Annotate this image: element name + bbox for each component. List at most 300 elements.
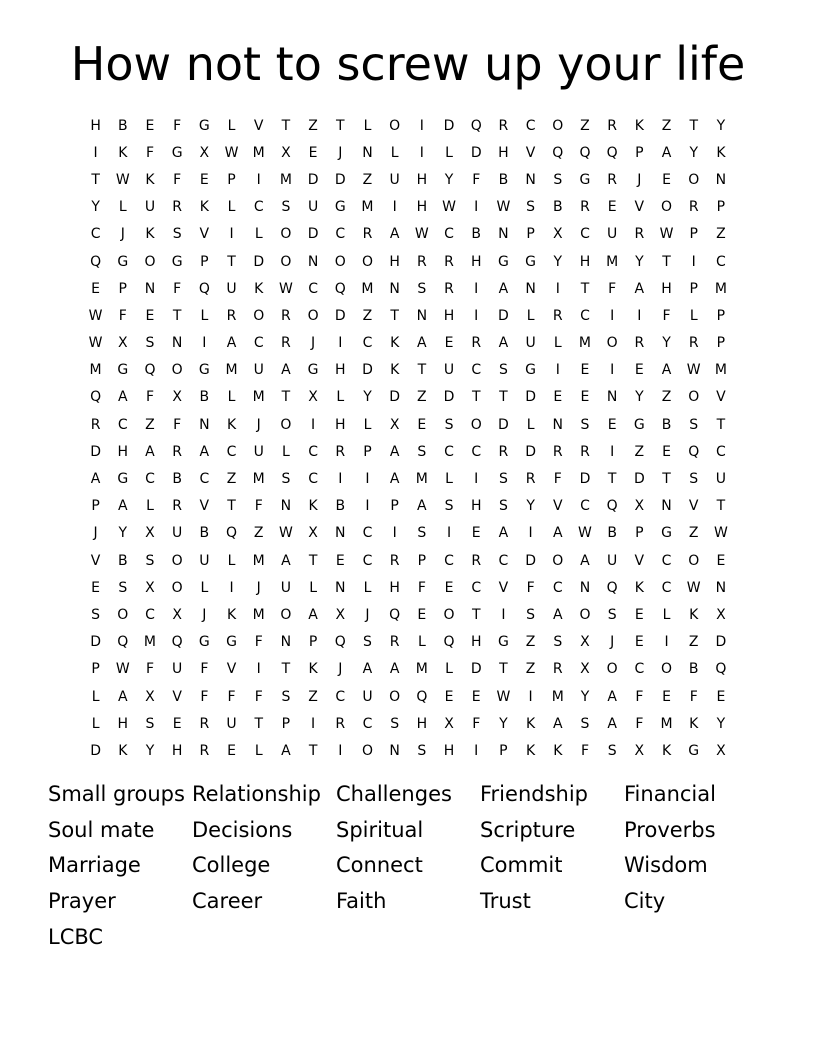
grid-letter: V (498, 579, 509, 596)
grid-letter: H (335, 416, 346, 433)
grid-letter: K (634, 117, 644, 134)
grid-letter: J (311, 335, 316, 352)
grid-letter: Q (688, 443, 700, 460)
grid-letter: E (471, 525, 481, 542)
grid-letter: M (252, 144, 265, 161)
grid-letter: R (552, 307, 563, 324)
grid-letter: C (308, 443, 318, 460)
grid-letter: E (172, 715, 182, 732)
grid-letter: S (281, 471, 291, 488)
grid-letter: U (172, 661, 183, 678)
grid-letter: M (361, 199, 374, 216)
grid-letter: H (416, 171, 428, 188)
grid-letter: M (361, 280, 374, 297)
grid-letter: O (144, 253, 156, 270)
grid-letter: U (253, 362, 264, 379)
grid-letter: T (227, 498, 236, 515)
grid-letter: L (227, 389, 236, 406)
grid-letter: Y (689, 144, 698, 161)
grid-letter: I (229, 226, 234, 243)
grid-row (82, 275, 735, 302)
grid-letter: I (474, 307, 479, 324)
grid-letter: I (392, 525, 397, 542)
grid-letter: L (200, 579, 209, 596)
grid-letter: D (525, 552, 536, 569)
grid-letter: H (389, 579, 400, 596)
grid-letter: E (662, 688, 671, 705)
grid-letter: I (474, 280, 479, 297)
grid-letter: O (443, 606, 455, 623)
grid-letter: S (526, 199, 536, 216)
grid-letter: M (660, 715, 673, 732)
grid-letter: C (335, 688, 346, 705)
grid-letter: E (444, 579, 454, 596)
grid-letter: Y (91, 199, 100, 216)
grid-letter: K (390, 335, 400, 352)
grid-letter: K (226, 606, 237, 623)
grid-letter: S (498, 362, 508, 379)
word-list-item: Trust (480, 888, 531, 913)
grid-letter: A (552, 715, 563, 732)
grid-letter: T (91, 171, 100, 188)
grid-letter: X (145, 579, 155, 596)
grid-letter: A (90, 471, 101, 488)
grid-letter: L (363, 416, 372, 433)
grid-letter: G (525, 362, 537, 379)
grid-letter: X (716, 606, 726, 623)
grid-letter: M (415, 471, 428, 488)
grid-letter: A (580, 552, 590, 569)
grid-letter: W (278, 525, 293, 542)
grid-letter: K (661, 742, 672, 759)
grid-letter: X (308, 389, 318, 406)
grid-letter: X (281, 144, 291, 161)
grid-letter: W (278, 280, 293, 297)
grid-letter: C (90, 226, 101, 243)
grid-letter: O (579, 606, 591, 623)
grid-letter: P (417, 552, 427, 569)
grid-letter: P (499, 742, 508, 759)
grid-letter: I (555, 362, 560, 379)
grid-letter: G (198, 117, 210, 134)
grid-letter: S (118, 579, 128, 596)
grid-letter: T (308, 552, 318, 569)
grid-letter: F (472, 715, 481, 732)
grid-letter: X (199, 144, 210, 161)
grid-letter: L (363, 117, 372, 134)
grid-letter: R (471, 552, 482, 569)
grid-letter: T (336, 117, 345, 134)
grid-letter: U (253, 443, 264, 460)
grid-letter: S (281, 199, 291, 216)
grid-letter: U (226, 280, 237, 297)
grid-letter: A (661, 144, 672, 161)
grid-letter: R (634, 226, 645, 243)
grid-letter: S (580, 715, 590, 732)
grid-letter: A (226, 335, 237, 352)
grid-letter: I (555, 280, 560, 297)
grid-letter: B (607, 525, 617, 542)
grid-letter: N (280, 634, 292, 651)
grid-row (82, 710, 735, 737)
grid-letter: O (688, 552, 700, 569)
grid-letter: T (172, 307, 182, 324)
grid-letter: R (90, 416, 101, 433)
grid-letter: X (634, 498, 645, 515)
grid-letter: I (501, 606, 506, 623)
grid-letter: P (91, 498, 100, 515)
grid-letter: E (607, 199, 617, 216)
grid-letter: F (145, 389, 154, 406)
grid-letter: G (497, 634, 509, 651)
grid-letter: R (498, 443, 509, 460)
grid-letter: K (308, 661, 318, 678)
grid-letter: W (713, 525, 728, 542)
grid-letter: A (498, 335, 509, 352)
grid-row (82, 357, 735, 384)
grid-letter: S (553, 171, 563, 188)
grid-letter: M (714, 280, 727, 297)
grid-row (82, 248, 735, 275)
grid-letter: Q (470, 117, 482, 134)
grid-row (82, 112, 735, 139)
grid-letter: I (365, 498, 370, 515)
grid-letter: A (498, 525, 509, 542)
grid-letter: F (145, 144, 154, 161)
grid-letter: A (281, 362, 291, 379)
grid-letter: B (199, 525, 210, 542)
grid-letter: Y (635, 389, 644, 406)
grid-letter: N (335, 579, 346, 596)
grid-letter: K (199, 199, 209, 216)
grid-letter: O (171, 552, 183, 569)
grid-letter: L (227, 552, 236, 569)
grid-letter: Q (552, 144, 564, 161)
grid-letter: N (552, 416, 564, 433)
grid-letter: X (444, 715, 454, 732)
word-list (48, 776, 788, 954)
grid-letter: V (90, 552, 101, 569)
grid-letter: G (661, 525, 672, 542)
grid-letter: C (580, 307, 590, 324)
grid-letter: F (145, 661, 154, 678)
grid-letter: I (474, 199, 479, 216)
grid-letter: T (499, 389, 508, 406)
grid-letter: F (689, 688, 698, 705)
grid-letter: H (470, 498, 482, 515)
grid-letter: D (443, 389, 455, 406)
grid-letter: X (634, 742, 645, 759)
grid-letter: G (579, 171, 591, 188)
grid-letter: R (498, 117, 509, 134)
grid-letter: N (307, 253, 319, 270)
grid-letter: K (118, 144, 128, 161)
grid-letter: Z (688, 634, 699, 651)
grid-letter: L (118, 199, 127, 216)
grid-letter: L (336, 389, 345, 406)
grid-letter: A (389, 661, 400, 678)
grid-letter: E (716, 552, 726, 569)
grid-letter: J (365, 606, 370, 623)
grid-letter: G (633, 416, 645, 433)
grid-letter: Y (526, 498, 535, 515)
grid-letter: Z (525, 661, 536, 678)
grid-letter: I (311, 416, 316, 433)
grid-letter: Z (226, 471, 237, 488)
grid-letter: E (444, 688, 454, 705)
grid-letter: H (661, 280, 672, 297)
grid-letter: H (470, 253, 482, 270)
grid-letter: I (256, 661, 261, 678)
grid-letter: D (579, 471, 591, 488)
grid-letter: K (254, 280, 264, 297)
grid-letter: W (224, 144, 239, 161)
grid-letter: B (471, 226, 482, 243)
grid-letter: E (580, 389, 590, 406)
grid-letter: K (526, 742, 536, 759)
grid-letter: S (145, 715, 155, 732)
grid-letter: N (579, 579, 591, 596)
grid-letter: Z (308, 688, 318, 705)
grid-letter: T (689, 117, 698, 134)
grid-letter: L (417, 634, 426, 651)
grid-letter: I (528, 525, 533, 542)
grid-letter: O (552, 552, 564, 569)
word-list-item: Connect (336, 853, 423, 878)
grid-letter: D (307, 171, 319, 188)
letter-grid (82, 112, 735, 765)
grid-letter: G (226, 634, 237, 651)
grid-letter: S (145, 335, 155, 352)
grid-letter: X (580, 634, 590, 651)
grid-letter: W (115, 171, 130, 188)
grid-letter: P (526, 226, 535, 243)
grid-letter: A (389, 443, 400, 460)
grid-letter: C (634, 661, 645, 678)
grid-letter: A (362, 661, 373, 678)
grid-letter: A (607, 688, 617, 705)
grid-letter: Z (525, 634, 536, 651)
grid-letter: M (252, 471, 265, 488)
grid-letter: L (200, 307, 209, 324)
grid-letter: T (390, 307, 399, 324)
grid-letter: H (470, 634, 482, 651)
grid-letter: E (634, 362, 644, 379)
grid-letter: R (525, 471, 536, 488)
grid-letter: D (90, 742, 101, 759)
grid-letter: Y (716, 117, 726, 134)
grid-letter: O (470, 416, 482, 433)
grid-letter: J (93, 525, 98, 542)
grid-letter: S (526, 606, 536, 623)
grid-letter: I (365, 471, 370, 488)
grid-letter: W (659, 226, 674, 243)
grid-letter: I (229, 579, 234, 596)
grid-letter: L (445, 661, 453, 678)
grid-letter: C (552, 579, 563, 596)
word-list-item: Proverbs (624, 817, 716, 842)
word-list-item: Challenges (336, 781, 452, 806)
grid-letter: N (715, 579, 727, 596)
grid-letter: P (363, 443, 372, 460)
grid-letter: N (498, 226, 509, 243)
word-list-item: Marriage (48, 853, 141, 878)
grid-letter: L (91, 715, 100, 732)
grid-letter: E (444, 335, 454, 352)
grid-letter: I (610, 362, 615, 379)
grid-letter: V (716, 389, 726, 406)
grid-letter: N (525, 280, 536, 297)
grid-letter: P (716, 307, 726, 324)
grid-letter: B (172, 471, 182, 488)
grid-letter: K (526, 715, 536, 732)
grid-letter: F (254, 688, 263, 705)
grid-letter: T (471, 606, 481, 623)
grid-letter: C (716, 443, 726, 460)
grid-letter: Y (499, 715, 508, 732)
word-list-item: City (624, 888, 666, 913)
grid-letter: I (338, 471, 343, 488)
grid-letter: S (444, 498, 454, 515)
grid-letter: F (608, 280, 617, 297)
grid-letter: O (334, 253, 346, 270)
grid-letter: C (580, 498, 590, 515)
grid-row (82, 629, 735, 656)
grid-letter: Y (145, 742, 155, 759)
grid-letter: K (226, 416, 237, 433)
grid-letter: M (252, 552, 265, 569)
grid-letter: Q (117, 634, 129, 651)
grid-letter: Q (606, 579, 618, 596)
grid-letter: I (419, 117, 424, 134)
grid-letter: Q (606, 498, 618, 515)
grid-letter: F (635, 688, 644, 705)
grid-letter: O (280, 416, 292, 433)
grid-letter: R (172, 443, 183, 460)
grid-letter: B (117, 117, 128, 134)
grid-letter: K (634, 579, 644, 596)
grid-letter: K (689, 606, 699, 623)
grid-letter: E (662, 443, 671, 460)
grid-letter: X (335, 606, 346, 623)
grid-letter: I (202, 335, 207, 352)
grid-letter: C (199, 471, 210, 488)
grid-letter: F (173, 117, 182, 134)
word-list-item: LCBC (48, 924, 104, 949)
grid-letter: R (389, 634, 400, 651)
grid-letter: W (442, 199, 456, 216)
grid-letter: R (281, 307, 291, 324)
grid-letter: P (308, 634, 318, 651)
grid-letter: A (634, 280, 645, 297)
grid-letter: R (688, 199, 699, 216)
grid-letter: I (637, 307, 642, 324)
grid-letter: T (716, 416, 726, 433)
grid-letter: E (417, 606, 427, 623)
grid-letter: J (338, 661, 343, 678)
grid-letter: I (528, 688, 533, 705)
grid-letter: N (144, 280, 156, 297)
grid-letter: E (662, 171, 671, 188)
grid-row (82, 302, 735, 329)
grid-letter: N (606, 389, 618, 406)
grid-letter: V (253, 117, 264, 134)
grid-letter: K (118, 742, 128, 759)
grid-letter: C (444, 552, 454, 569)
grid-letter: R (362, 226, 373, 243)
grid-letter: B (552, 199, 563, 216)
grid-letter: P (689, 226, 698, 243)
grid-letter: P (200, 253, 209, 270)
grid-letter: G (198, 362, 210, 379)
grid-letter: R (607, 117, 618, 134)
grid-letter: E (716, 688, 726, 705)
grid-letter: A (607, 715, 617, 732)
word-list-item: Commit (480, 853, 563, 878)
grid-letter: F (200, 661, 209, 678)
grid-letter: E (607, 416, 617, 433)
grid-letter: O (280, 226, 292, 243)
grid-letter: M (279, 171, 292, 188)
grid-row (82, 166, 735, 193)
grid-letter: G (171, 144, 183, 161)
grid-letter: H (443, 742, 455, 759)
grid-letter: R (172, 199, 183, 216)
grid-letter: S (390, 715, 400, 732)
grid-letter: M (143, 634, 157, 651)
grid-letter: Y (444, 171, 454, 188)
grid-row (82, 520, 735, 547)
grid-letter: T (417, 362, 427, 379)
grid-letter: X (308, 525, 318, 542)
grid-letter: T (281, 661, 291, 678)
grid-letter: I (338, 742, 343, 759)
grid-letter: C (525, 117, 536, 134)
grid-letter: S (417, 280, 427, 297)
grid-letter: L (445, 471, 453, 488)
grid-letter: V (634, 552, 645, 569)
grid-letter: O (280, 253, 292, 270)
grid-letter: H (335, 362, 346, 379)
grid-letter: S (607, 606, 617, 623)
grid-letter: Z (661, 389, 672, 406)
grid-letter: T (662, 253, 671, 270)
grid-letter: H (416, 199, 428, 216)
grid-letter: R (580, 443, 590, 460)
grid-letter: H (389, 253, 400, 270)
grid-letter: K (553, 742, 563, 759)
grid-letter: S (689, 416, 699, 433)
grid-letter: Q (389, 606, 401, 623)
grid-letter: D (470, 144, 482, 161)
grid-letter: S (417, 443, 427, 460)
grid-letter: A (117, 688, 128, 705)
grid-letter: S (363, 634, 372, 651)
grid-letter: U (199, 552, 210, 569)
grid-letter: I (93, 144, 98, 161)
grid-letter: C (253, 199, 264, 216)
grid-letter: S (145, 552, 155, 569)
word-list-item: Wisdom (624, 853, 708, 878)
grid-letter: M (415, 661, 428, 678)
grid-letter: S (498, 498, 508, 515)
grid-letter: S (498, 471, 508, 488)
grid-letter: N (199, 416, 210, 433)
grid-letter: D (498, 307, 509, 324)
grid-letter: F (173, 280, 182, 297)
grid-letter: O (552, 117, 564, 134)
grid-letter: E (145, 117, 155, 134)
